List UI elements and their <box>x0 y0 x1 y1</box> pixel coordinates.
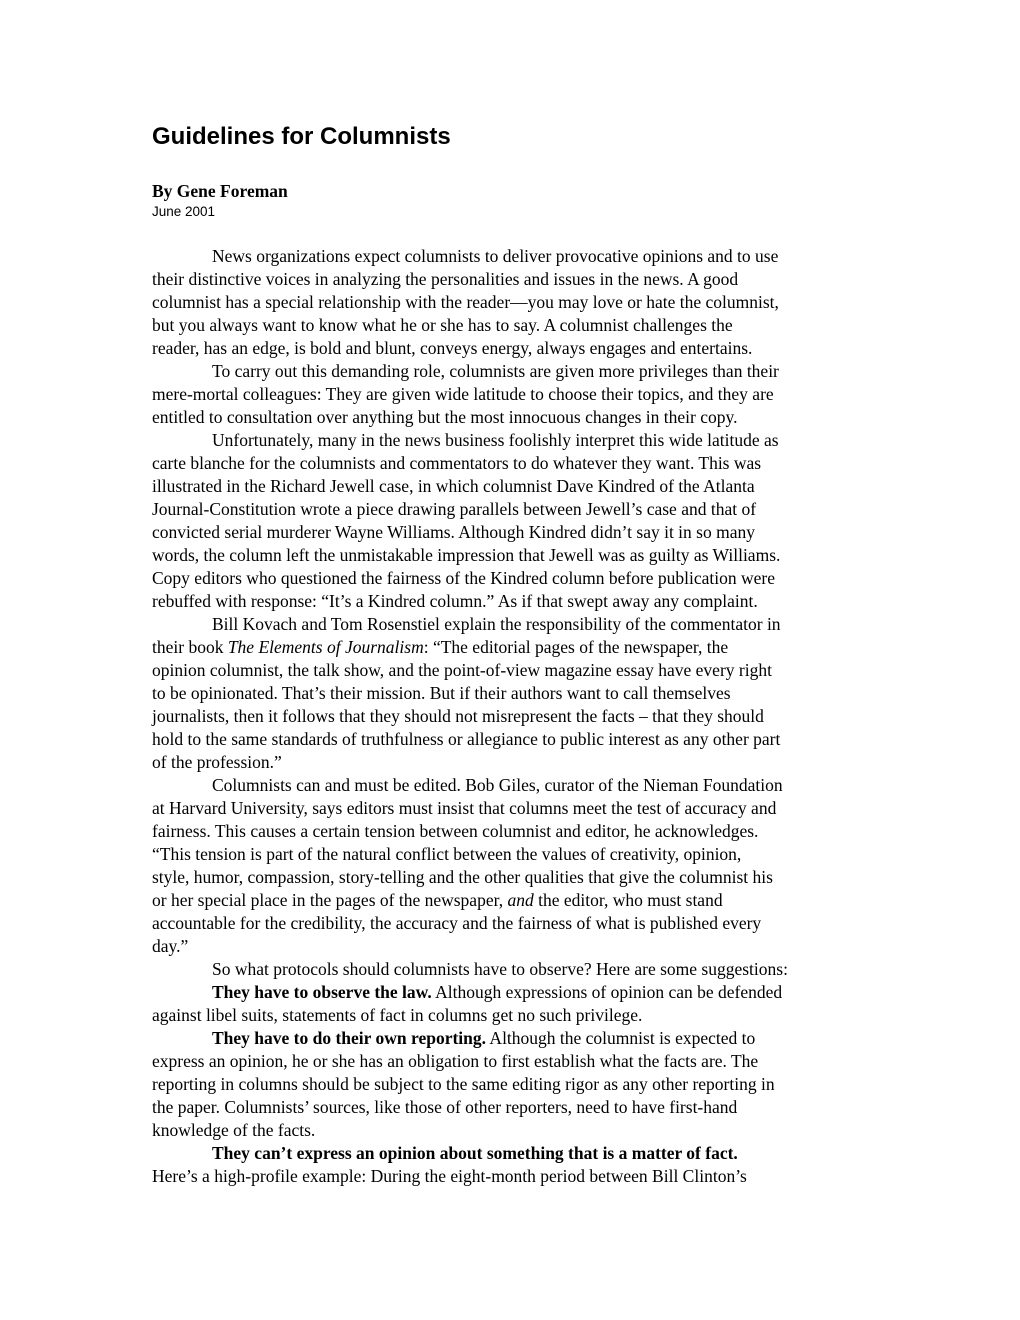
body-line: opinion columnist, the talk show, and the point-of-view magazine essay have every right <box>152 660 772 680</box>
body-line: words, the column left the unmistakable impression that Jewell was as guilty as Williams. <box>152 545 781 565</box>
body-line: “This tension is part of the natural conflict between the values of creativity, opinion, <box>152 844 742 864</box>
body-line: journalists, then it follows that they should not misrepresent the facts – that they should <box>152 706 764 726</box>
body-line: Unfortunately, many in the news business foolishly interpret this wide latitude as <box>212 430 779 450</box>
body-line: express an opinion, he or she has an obligation to first establish what the facts are. The <box>152 1051 759 1071</box>
article-body <box>152 245 872 1188</box>
body-line: columnist has a special relationship with the reader—you may love or hate the columnist, <box>152 292 779 312</box>
body-line: at Harvard University, says editors must insist that columns meet the test of accuracy and <box>152 798 777 818</box>
body-line: day.” <box>152 936 189 956</box>
body-line: but you always want to know what he or she has to say. A columnist challenges the <box>152 315 733 335</box>
body-line: To carry out this demanding role, columnists are given more privileges than their <box>212 361 779 381</box>
body-line <box>152 636 872 659</box>
body-line: mere-mortal colleagues: They are given wide latitude to choose their topics, and they are <box>152 384 774 404</box>
body-line: hold to the same standards of truthfulness or allegiance to public interest as any other part <box>152 729 781 749</box>
body-line <box>152 1142 872 1165</box>
body-line: Columnists can and must be edited. Bob Giles, curator of the Nieman Foundation <box>212 775 783 795</box>
body-line: Copy editors who questioned the fairness of the Kindred column before publication were <box>152 568 776 588</box>
body-line: rebuffed with response: “It’s a Kindred column.” As if that swept away any complaint. <box>152 591 758 611</box>
book-title: The Elements of Journalism <box>227 637 424 657</box>
body-line: knowledge of the facts. <box>152 1120 316 1140</box>
body-line <box>152 889 872 912</box>
author-byline: By Gene Foreman <box>152 181 288 201</box>
body-line: accountable for the credibility, the accuracy and the fairness of what is published every <box>152 913 762 933</box>
body-line <box>152 1027 872 1050</box>
body-line: style, humor, compassion, story-telling and the other qualities that give the columnist his <box>152 867 773 887</box>
guideline-heading: They have to do their own reporting. <box>212 1028 487 1048</box>
guideline-heading: They have to observe the law. <box>212 982 432 1002</box>
body-line: the paper. Columnists’ sources, like those of other reporters, need to have first-hand <box>152 1097 738 1117</box>
publication-date: June 2001 <box>152 204 216 219</box>
body-line <box>152 981 872 1004</box>
line-text: the editor, who must stand <box>533 890 723 910</box>
body-line: illustrated in the Richard Jewell case, in which columnist Dave Kindred of the Atlanta <box>152 476 755 496</box>
body-line: to be opinionated. That’s their mission. But if their authors want to call themselves <box>152 683 731 703</box>
body-line: reporting in columns should be subject to the same editing rigor as any other reporting in <box>152 1074 775 1094</box>
body-line: So what protocols should columnists have to observe? Here are some suggestions: <box>212 959 788 979</box>
line-text: Although expressions of opinion can be defended <box>431 982 783 1002</box>
body-line: carte blanche for the columnists and commentators to do whatever they want. This was <box>152 453 762 473</box>
body-line: fairness. This causes a certain tension between columnist and editor, he acknowledges. <box>152 821 759 841</box>
body-line: against libel suits, statements of fact in columns get no such privilege. <box>152 1005 643 1025</box>
line-text: their book <box>152 637 228 657</box>
emphasis-text: and <box>507 890 534 910</box>
body-line: their distinctive voices in analyzing the personalities and issues in the news. A good <box>152 269 739 289</box>
line-text: : “The editorial pages of the newspaper, the <box>423 637 729 657</box>
guideline-heading: They can’t express an opinion about something that is a matter of fact. <box>212 1143 738 1163</box>
body-line: convicted serial murderer Wayne Williams. Although Kindred didn’t say it in so many <box>152 522 755 542</box>
body-line: Bill Kovach and Tom Rosenstiel explain the responsibility of the commentator in <box>212 614 781 634</box>
body-line: Journal-Constitution wrote a piece drawing parallels between Jewell’s case and that of <box>152 499 757 519</box>
document-title: Guidelines for Columnists <box>152 123 451 150</box>
body-line: reader, has an edge, is bold and blunt, conveys energy, always engages and entertains. <box>152 338 753 358</box>
line-text: or her special place in the pages of the newspaper, <box>152 890 508 910</box>
body-line: News organizations expect columnists to deliver provocative opinions and to use <box>212 246 779 266</box>
body-line: of the profession.” <box>152 752 282 772</box>
body-line: entitled to consultation over anything but the most innocuous changes in their copy. <box>152 407 738 427</box>
line-text: Although the columnist is expected to <box>486 1028 756 1048</box>
body-line: Here’s a high-profile example: During the eight-month period between Bill Clinton’s <box>152 1166 747 1186</box>
